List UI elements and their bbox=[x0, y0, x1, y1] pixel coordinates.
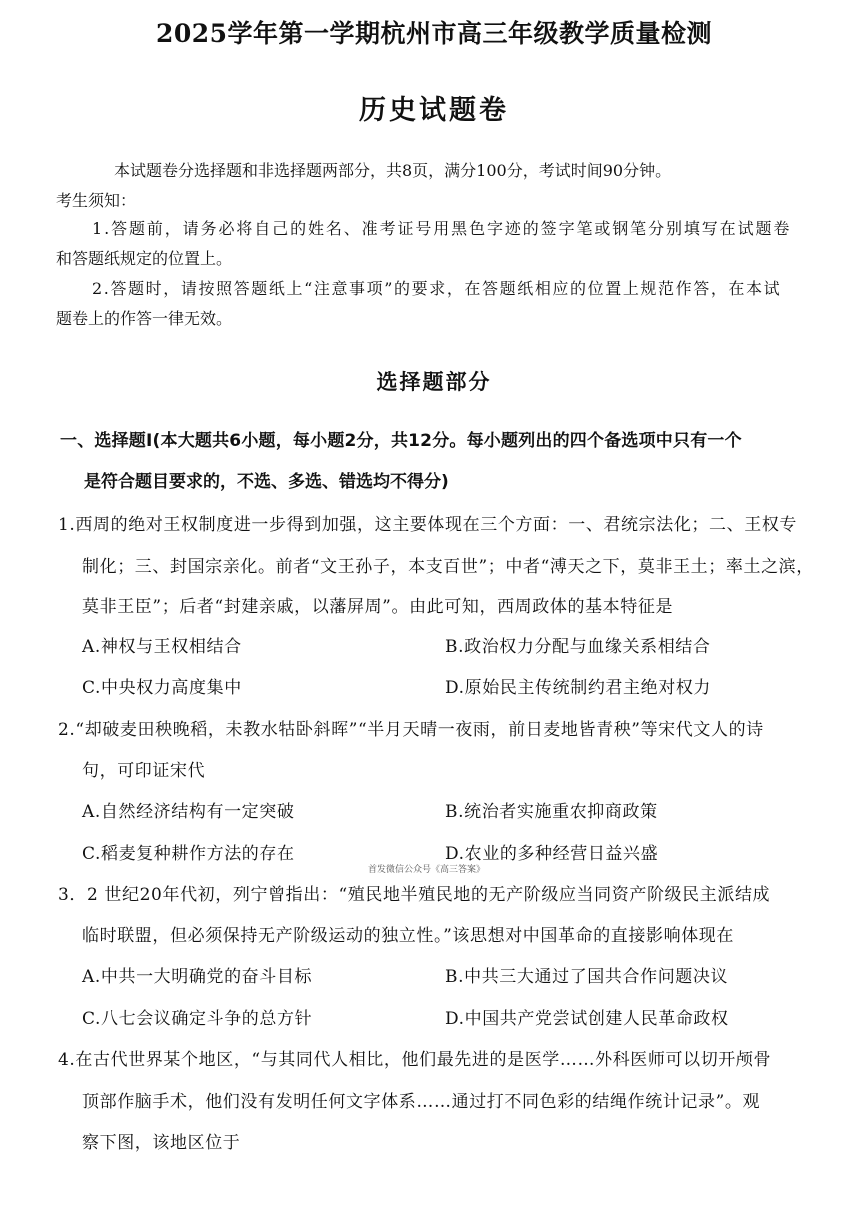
subject-title: 历史试题卷 bbox=[359, 95, 509, 126]
question-1-option-d: D.原始民主传统制约君主绝对权力 bbox=[445, 678, 712, 698]
question-3-option-a: A.中共一大明确党的奋斗目标 bbox=[82, 967, 313, 987]
question-1-option-a: A.神权与王权相结合 bbox=[82, 637, 242, 657]
question-1-line-3: 莫非王臣”；后者“封建亲戚，以藩屏周”。由此可知，西周政体的基本特征是 bbox=[82, 597, 674, 617]
part-heading-line-2: 是符合题目要求的，不选、多选、错选均不得分) bbox=[84, 472, 449, 492]
question-1-line-2: 制化；三、封国宗亲化。前者“文王孙子，本支百世”；中者“溥天之下，莫非王土；率土之滨， bbox=[82, 557, 814, 577]
question-4-line-2: 顶部作脑手术，他们没有发明任何文字体系……通过打不同色彩的结绳作统计记录”。观 bbox=[82, 1092, 761, 1112]
question-2-line-2: 句，可印证宋代 bbox=[82, 761, 206, 781]
rule-2-line-2: 题卷上的作答一律无效。 bbox=[56, 309, 233, 328]
question-2-option-c: C.稻麦复种耕作方法的存在 bbox=[82, 844, 295, 864]
question-3-option-d: D.中国共产党尝试创建人民革命政权 bbox=[445, 1009, 729, 1029]
section-title: 选择题部分 bbox=[376, 369, 492, 394]
question-3-line-2: 临时联盟，但必须保持无产阶级运动的独立性。”该思想对中国革命的直接影响体现在 bbox=[82, 926, 734, 946]
question-2-option-b: B.统治者实施重农抑商政策 bbox=[445, 802, 658, 822]
question-1-option-c: C.中央权力高度集中 bbox=[82, 678, 242, 698]
question-2-line-1: 2.“却破麦田秧晚稻，未教水牯卧斜晖”“半月天晴一夜雨，前日麦地皆青秧”等宋代文人的诗 bbox=[58, 720, 764, 740]
part-heading-line-1: 一、选择题Ⅰ(本大题共6小题，每小题2分，共12分。每小题列出的四个备选项中只有一个 bbox=[60, 431, 742, 451]
intro-summary: 本试题卷分选择题和非选择题两部分，共8页，满分100分，考试时间90分钟。 bbox=[114, 161, 672, 180]
watermark-text: 首发微信公众号《高三答案》 bbox=[368, 865, 486, 875]
question-1-option-b: B.政治权力分配与血缘关系相结合 bbox=[445, 637, 711, 657]
rule-1-line-1: 1.答题前，请务必将自己的姓名、准考证号用黑色字迹的签字笔或钢笔分别填写在试题卷 bbox=[92, 219, 792, 238]
question-3-option-c: C.八七会议确定斗争的总方针 bbox=[82, 1009, 313, 1029]
question-1-line-1: 1.西周的绝对王权制度进一步得到加强，这主要体现在三个方面：一、君统宗法化；二、王权专 bbox=[58, 515, 798, 535]
question-4-line-3: 察下图，该地区位于 bbox=[82, 1133, 241, 1153]
question-3-line-1: 3．2 世纪20年代初，列宁曾指出：“殖民地半殖民地的无产阶级应当同资产阶级民主派结成 bbox=[58, 885, 771, 905]
question-3-option-b: B.中共三大通过了国共合作问题决议 bbox=[445, 967, 729, 987]
question-2-option-d: D.农业的多种经营日益兴盛 bbox=[445, 844, 659, 864]
question-4-line-1: 4.在古代世界某个地区，“与其同代人相比，他们最先进的是医学……外科医师可以切开颅骨 bbox=[58, 1050, 772, 1070]
rule-2-line-1: 2.答题时，请按照答题纸上“注意事项”的要求，在答题纸相应的位置上规范作答，在本试 bbox=[92, 279, 782, 298]
rule-1-line-2: 和答题纸规定的位置上。 bbox=[56, 249, 233, 268]
exam-main-title: 2025学年第一学期杭州市高三年级教学质量检测 bbox=[155, 19, 713, 48]
question-2-option-a: A.自然经济结构有一定突破 bbox=[82, 802, 295, 822]
notice-heading: 考生须知： bbox=[56, 191, 137, 210]
